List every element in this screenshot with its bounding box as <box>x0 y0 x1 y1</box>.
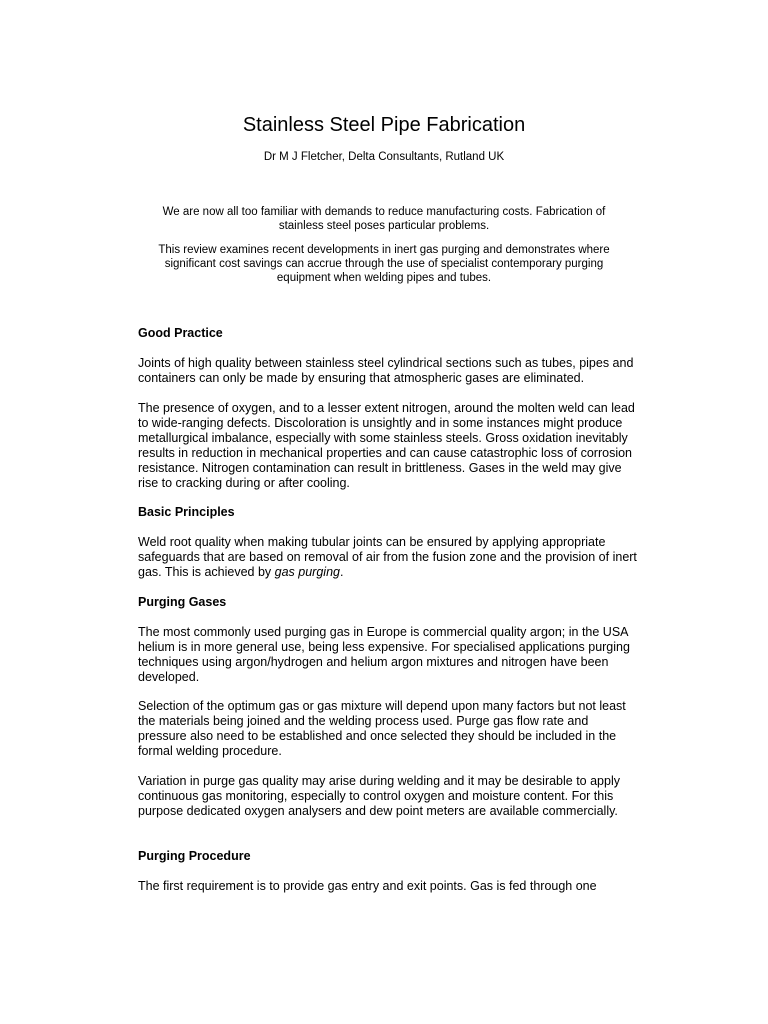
document-title: Stainless Steel Pipe Fabrication <box>242 114 526 136</box>
good-practice-paragraph-1: Joints of high quality between stainless steel cylindrical sections such as tubes, pipes and containers can only be made by ensuring that atmospheric gases are eliminated. <box>138 356 634 385</box>
gas-purging-emphasis: gas purging <box>274 565 340 579</box>
good-practice-paragraph-2: The presence of oxygen, and to a lesser extent nitrogen, around the molten weld can lead to wide-ranging defects. Discoloration is unsightly and in some instances might produce metallurgical imbalance, especially with some stainless steels. Gross oxidation inevitably results in reduction in mechanical properties and can cause catastrophic loss of corrosion resistance. Nitrogen contamination can result in brittleness. Gases in the weld may give rise to cracking during or after cooling. <box>138 401 635 490</box>
heading-good-practice: Good Practice <box>138 326 223 340</box>
purging-gases-paragraph-2: Selection of the optimum gas or gas mixture will depend upon many factors but not least the materials being joined and the welding process used. Purge gas flow rate and pressure also need to be established and once selected they should be included in the formal welding procedure. <box>138 699 626 758</box>
heading-purging-procedure: Purging Procedure <box>138 849 251 863</box>
heading-basic-principles: Basic Principles <box>138 505 235 519</box>
basic-principles-text: Weld root quality when making tubular joints can be ensured by applying appropriate safeguards that are based on removal of air from the fusion zone and the provision of inert gas. This is achieved by <box>138 535 637 579</box>
basic-principles-end: . <box>339 565 344 579</box>
purging-gases-paragraph-3: Variation in purge gas quality may arise during welding and it may be desirable to apply continuous gas monitoring, especially to control oxygen and moisture content. For this purpose dedicated oxygen analysers and dew point meters are available commercially. <box>138 774 620 818</box>
abstract-paragraph-1: We are now all too familiar with demands to reduce manufacturing costs. Fabrication of stainless steel poses particular problems. <box>162 206 606 232</box>
purging-procedure-paragraph-1: The first requirement is to provide gas entry and exit points. Gas is fed through one <box>138 879 597 893</box>
basic-principles-paragraph-1 <box>138 535 638 580</box>
abstract-paragraph-2: This review examines recent developments in inert gas purging and demonstrates where significant cost savings can accrue through the use of specialist contemporary purging equipment when welding pipes and tubes. <box>158 244 610 284</box>
purging-gases-paragraph-1: The most commonly used purging gas in Europe is commercial quality argon; in the USA helium is in more general use, being less expensive. For specialised applications purging techniques using argon/hydrogen and helium argon mixtures and nitrogen have been developed. <box>138 625 630 684</box>
author-line: Dr M J Fletcher, Delta Consultants, Rutland UK <box>263 151 505 163</box>
heading-purging-gases: Purging Gases <box>138 595 227 609</box>
